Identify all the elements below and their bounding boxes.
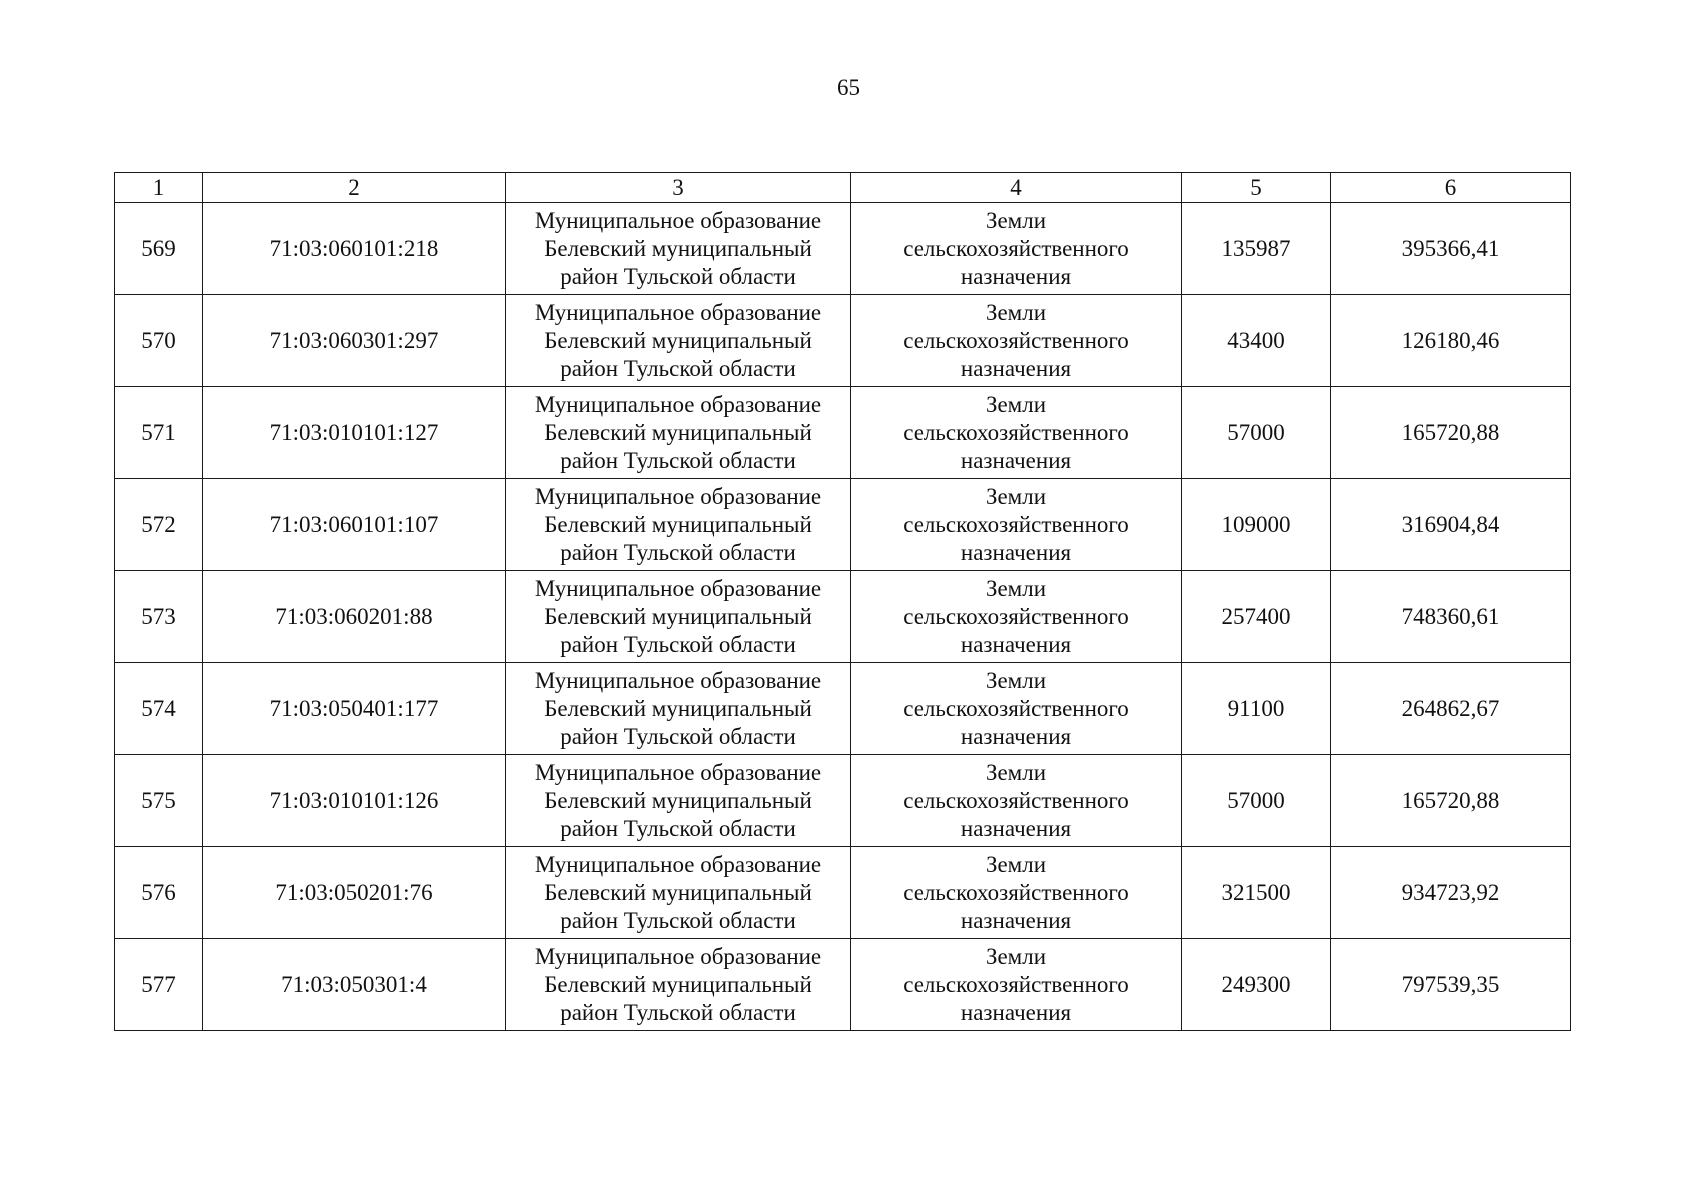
table-row bbox=[115, 663, 1571, 755]
land-plots-table bbox=[114, 172, 1571, 1031]
row-number-cell: 574 bbox=[115, 663, 203, 755]
table-row bbox=[115, 847, 1571, 939]
value-cell: 264862,67 bbox=[1331, 663, 1571, 755]
land-category-cell: Земли сельскохозяйственного назначения bbox=[851, 387, 1182, 479]
page-number: 65 bbox=[837, 75, 860, 100]
row-number-cell: 571 bbox=[115, 387, 203, 479]
cadastral-number-cell: 71:03:050401:177 bbox=[203, 663, 506, 755]
area-cell: 249300 bbox=[1182, 939, 1331, 1031]
land-category-cell: Земли сельскохозяйственного назначения bbox=[851, 203, 1182, 295]
land-category-cell: Земли сельскохозяйственного назначения bbox=[851, 295, 1182, 387]
cadastral-number-cell: 71:03:010101:126 bbox=[203, 755, 506, 847]
table-header-row bbox=[115, 173, 1571, 203]
land-category-cell: Земли сельскохозяйственного назначения bbox=[851, 479, 1182, 571]
row-number-cell: 569 bbox=[115, 203, 203, 295]
table-row bbox=[115, 387, 1571, 479]
value-cell: 934723,92 bbox=[1331, 847, 1571, 939]
value-cell: 126180,46 bbox=[1331, 295, 1571, 387]
owner-cell: Муниципальное образование Белевский муниципальный район Тульской области bbox=[506, 663, 851, 755]
value-cell: 316904,84 bbox=[1331, 479, 1571, 571]
value-cell: 748360,61 bbox=[1331, 571, 1571, 663]
owner-cell: Муниципальное образование Белевский муниципальный район Тульской области bbox=[506, 571, 851, 663]
area-cell: 57000 bbox=[1182, 387, 1331, 479]
row-number-cell: 575 bbox=[115, 755, 203, 847]
row-number-cell: 576 bbox=[115, 847, 203, 939]
land-category-cell: Земли сельскохозяйственного назначения bbox=[851, 571, 1182, 663]
value-cell: 165720,88 bbox=[1331, 387, 1571, 479]
column-header-6: 6 bbox=[1331, 173, 1571, 203]
value-cell: 165720,88 bbox=[1331, 755, 1571, 847]
table-row bbox=[115, 295, 1571, 387]
area-cell: 257400 bbox=[1182, 571, 1331, 663]
land-category-cell: Земли сельскохозяйственного назначения bbox=[851, 939, 1182, 1031]
value-cell: 797539,35 bbox=[1331, 939, 1571, 1031]
row-number-cell: 570 bbox=[115, 295, 203, 387]
cadastral-number-cell: 71:03:010101:127 bbox=[203, 387, 506, 479]
column-header-3: 3 bbox=[506, 173, 851, 203]
row-number-cell: 577 bbox=[115, 939, 203, 1031]
cadastral-number-cell: 71:03:060201:88 bbox=[203, 571, 506, 663]
column-header-4: 4 bbox=[851, 173, 1182, 203]
row-number-cell: 572 bbox=[115, 479, 203, 571]
cadastral-number-cell: 71:03:050201:76 bbox=[203, 847, 506, 939]
owner-cell: Муниципальное образование Белевский муниципальный район Тульской области bbox=[506, 387, 851, 479]
owner-cell: Муниципальное образование Белевский муниципальный район Тульской области bbox=[506, 203, 851, 295]
table-row bbox=[115, 571, 1571, 663]
area-cell: 321500 bbox=[1182, 847, 1331, 939]
table-row bbox=[115, 939, 1571, 1031]
table-row bbox=[115, 755, 1571, 847]
cadastral-number-cell: 71:03:050301:4 bbox=[203, 939, 506, 1031]
area-cell: 43400 bbox=[1182, 295, 1331, 387]
owner-cell: Муниципальное образование Белевский муниципальный район Тульской области bbox=[506, 295, 851, 387]
column-header-1: 1 bbox=[115, 173, 203, 203]
area-cell: 57000 bbox=[1182, 755, 1331, 847]
owner-cell: Муниципальное образование Белевский муниципальный район Тульской области bbox=[506, 847, 851, 939]
area-cell: 135987 bbox=[1182, 203, 1331, 295]
table-row bbox=[115, 479, 1571, 571]
cadastral-number-cell: 71:03:060101:107 bbox=[203, 479, 506, 571]
area-cell: 109000 bbox=[1182, 479, 1331, 571]
area-cell: 91100 bbox=[1182, 663, 1331, 755]
land-category-cell: Земли сельскохозяйственного назначения bbox=[851, 663, 1182, 755]
table-row bbox=[115, 203, 1571, 295]
cadastral-number-cell: 71:03:060301:297 bbox=[203, 295, 506, 387]
value-cell: 395366,41 bbox=[1331, 203, 1571, 295]
owner-cell: Муниципальное образование Белевский муниципальный район Тульской области bbox=[506, 939, 851, 1031]
row-number-cell: 573 bbox=[115, 571, 203, 663]
column-header-5: 5 bbox=[1182, 173, 1331, 203]
column-header-2: 2 bbox=[203, 173, 506, 203]
cadastral-number-cell: 71:03:060101:218 bbox=[203, 203, 506, 295]
owner-cell: Муниципальное образование Белевский муниципальный район Тульской области bbox=[506, 755, 851, 847]
land-category-cell: Земли сельскохозяйственного назначения bbox=[851, 755, 1182, 847]
land-category-cell: Земли сельскохозяйственного назначения bbox=[851, 847, 1182, 939]
owner-cell: Муниципальное образование Белевский муниципальный район Тульской области bbox=[506, 479, 851, 571]
